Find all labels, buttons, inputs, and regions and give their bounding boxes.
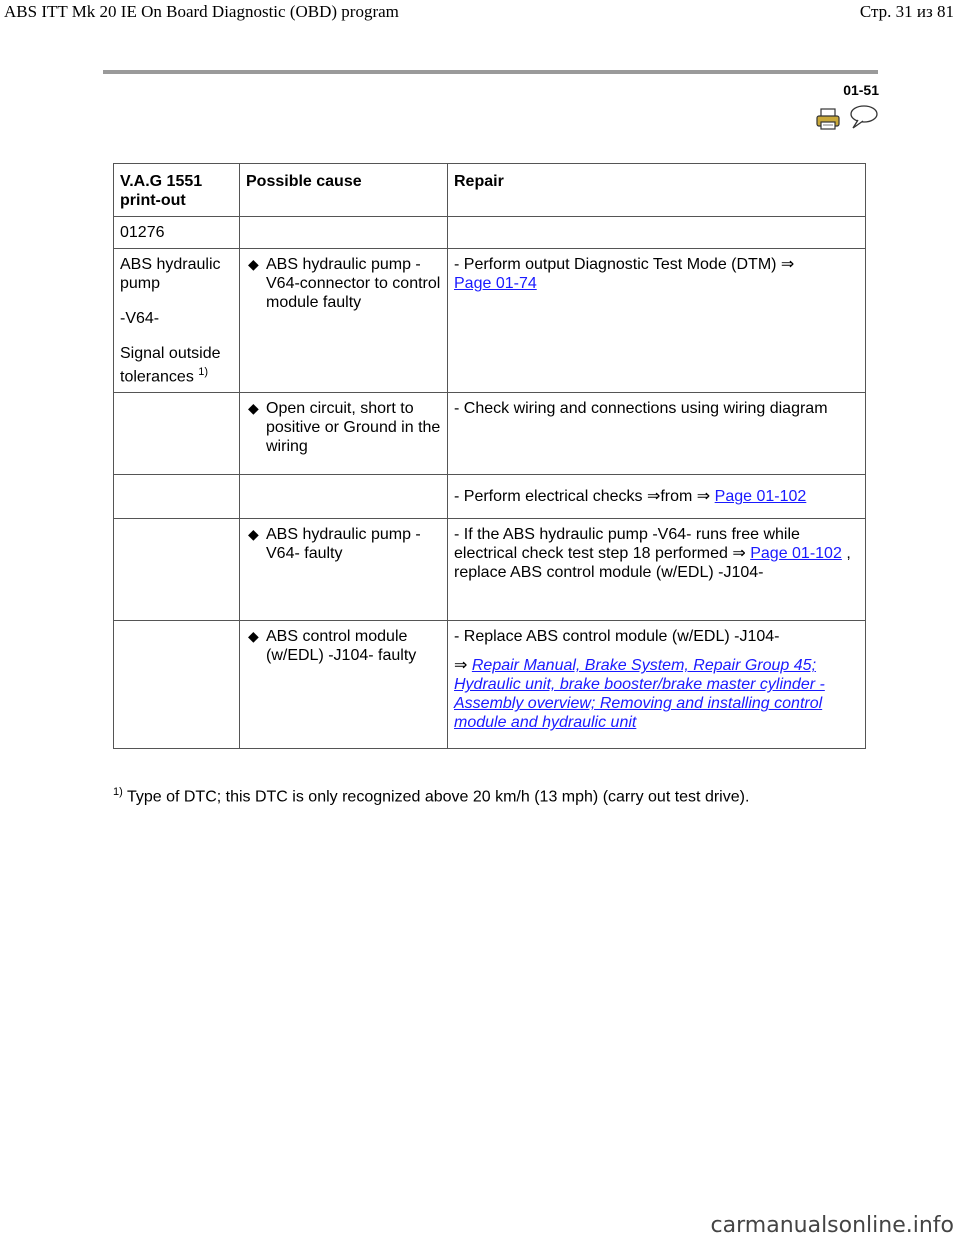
cause-cell (240, 249, 448, 393)
repair-text: - Check wiring and connections using wiring diagram (454, 400, 828, 418)
empty-cell (448, 217, 866, 249)
footnote-mark: 1) (113, 786, 123, 798)
speech-balloon-icon[interactable] (848, 104, 878, 130)
table-row (114, 393, 866, 475)
header-possible-cause: Possible cause (240, 164, 448, 217)
cause-text: ABS hydraulic pump -V64- faulty (266, 526, 421, 563)
top-rule (103, 70, 878, 74)
repair-cell (448, 393, 866, 475)
repair-text: - Replace ABS control module (w/EDL) -J104- (454, 628, 780, 646)
table-header-row (114, 164, 866, 217)
page-link[interactable]: Page 01-102 (750, 545, 842, 563)
repair-cell (448, 475, 866, 519)
cause-text: ABS hydraulic pump -V64-connector to control module faulty (266, 256, 441, 311)
document-title: ABS ITT Mk 20 IE On Board Diagnostic (OBD) program (4, 2, 399, 21)
page-number: 01-51 (843, 82, 879, 98)
page-link[interactable]: Page 01-74 (454, 275, 537, 292)
diamond-bullet-icon: ◆ (248, 628, 259, 645)
cause-cell (240, 621, 448, 749)
repair-cell (448, 249, 866, 393)
fault-code: 01276 (114, 217, 240, 249)
footnote (113, 786, 749, 806)
empty-cell (240, 475, 448, 519)
cause-cell (240, 393, 448, 475)
cause-text: ABS control module (w/EDL) -J104- faulty (266, 628, 417, 665)
cause-text: Open circuit, short to positive or Ground in the wiring (266, 400, 441, 456)
footnote-text: Type of DTC; this DTC is only recognized above 20 km/h (13 mph) (carry out test drive). (126, 788, 750, 806)
empty-cell (114, 475, 240, 519)
empty-cell (114, 621, 240, 749)
diamond-bullet-icon: ◆ (248, 526, 259, 543)
watermark: carmanualsonline.info (710, 1213, 954, 1238)
diamond-bullet-icon: ◆ (248, 400, 259, 417)
table-row (114, 475, 866, 519)
table-row-code (114, 217, 866, 249)
page-counter: Стр. 31 из 81 (859, 2, 954, 21)
header-repair: Repair (448, 164, 866, 217)
empty-cell (240, 217, 448, 249)
repair-cell (448, 519, 866, 621)
component-condition: Signal outside tolerances $^{1)}$ (120, 345, 221, 386)
repair-text: - Perform electrical checks ⇒from ⇒ (454, 488, 711, 506)
empty-cell (114, 519, 240, 621)
table-row (114, 519, 866, 621)
table-row (114, 249, 866, 393)
repair-text-tail: , replace ABS control module (w/EDL) -J104- (454, 545, 851, 582)
repair-text: - If the ABS hydraulic pump -V64- runs free while electrical check test step 18 performed ⇒ (454, 526, 800, 563)
printer-icon[interactable] (815, 108, 841, 130)
component-name: ABS hydraulic pump (120, 256, 221, 292)
diagnostic-table (113, 163, 866, 749)
repair-manual-link[interactable]: Repair Manual, Brake System, Repair Group 45; Hydraulic unit, brake booster/brake master cylinder - Assembly overview; Removing and installing control module and hydraulic unit (454, 657, 825, 732)
repair-cell (448, 621, 866, 749)
component-id: -V64- (120, 310, 160, 327)
empty-cell (114, 393, 240, 475)
table-row (114, 621, 866, 749)
footnote-ref: 1) (198, 366, 209, 378)
component-cell (114, 249, 240, 393)
cause-cell (240, 519, 448, 621)
diamond-bullet-icon: ◆ (248, 256, 259, 272)
page-link[interactable]: Page 01-102 (714, 488, 807, 506)
arrow-icon: ⇒ (454, 657, 468, 675)
header-printout: V.A.G 1551 print-out (114, 164, 240, 217)
repair-text: - Perform output Diagnostic Test Mode (DTM) ⇒ (454, 256, 795, 273)
